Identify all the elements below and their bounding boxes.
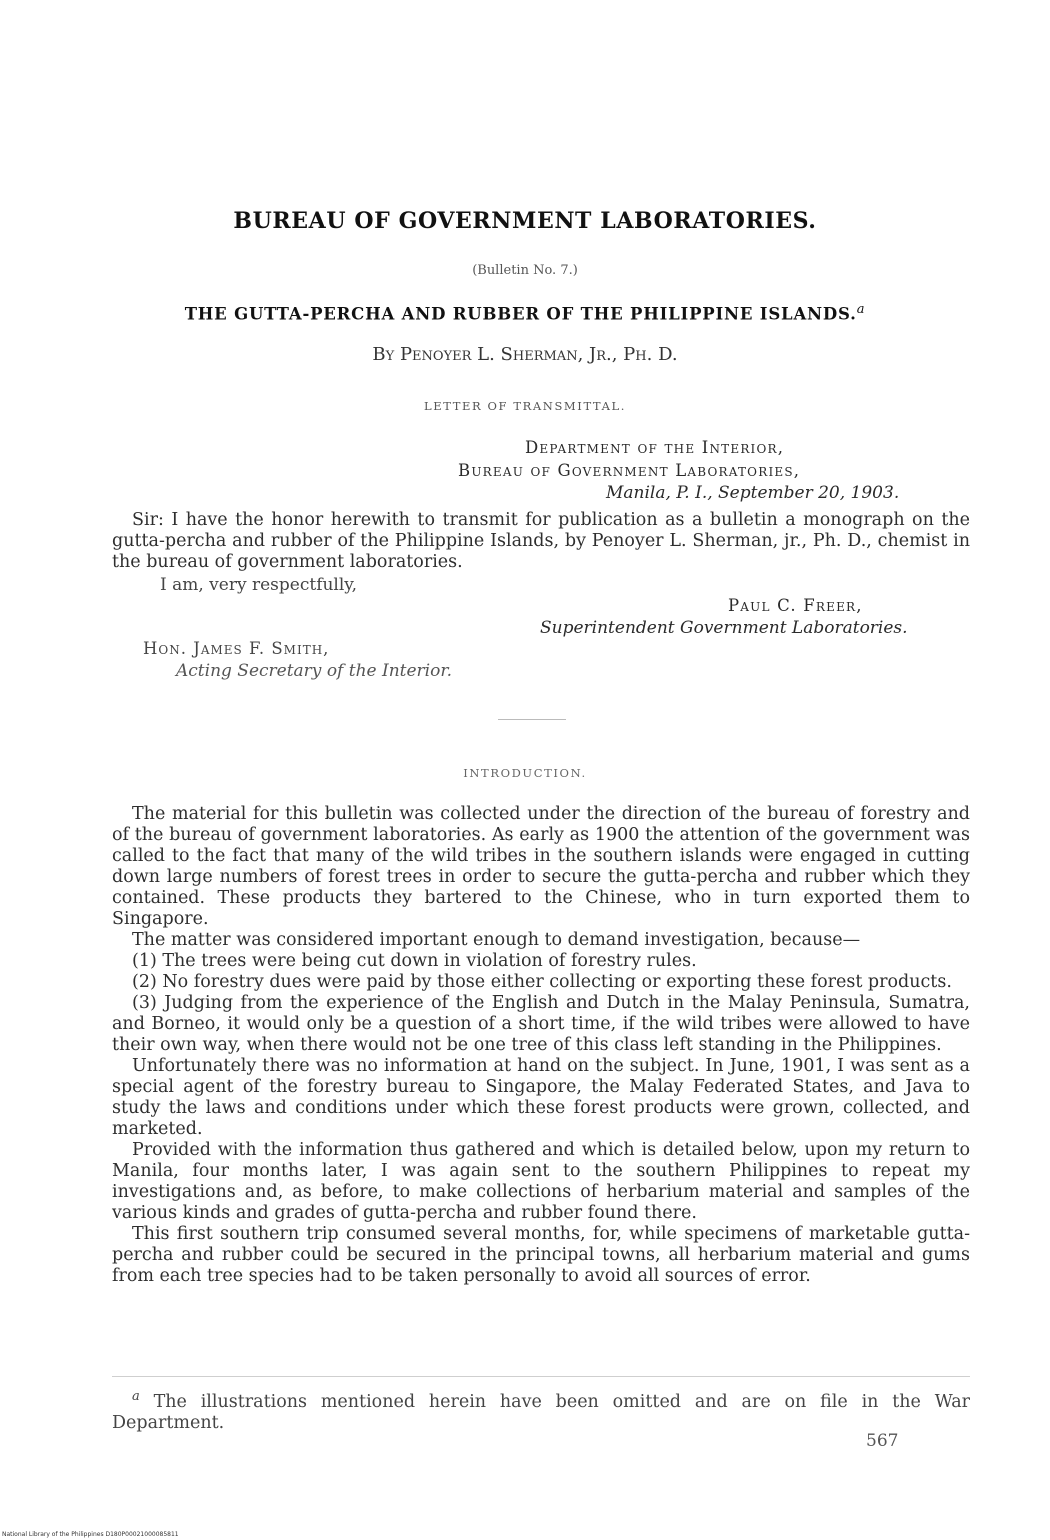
intro-paragraph: The material for this bulletin was collected under the direction of the bureau of forestry and of the bureau of government laboratories. As early as 1900 the attention of the government was called to the fact that many of the wild tribes in the southern islands were engaged in cutting down large numbers of forest trees in order to secure the gutta-percha and rubber which they contained. These products they bartered to the Chinese, who in turn exported them to Singapore. — [112, 804, 970, 929]
introduction-body — [112, 804, 970, 1287]
article-title-text: THE GUTTA-PERCHA AND RUBBER OF THE PHILIPPINE ISLANDS. — [184, 304, 857, 324]
letter-closing: I am, very respectfully, — [160, 575, 358, 595]
intro-paragraph: The matter was considered important enough to demand investigation, because— — [132, 930, 861, 950]
addressee-name: Hon. James F. Smith, — [143, 639, 330, 658]
intro-paragraph: (2) No forestry dues were paid by those either collecting or exporting these forest products. — [132, 972, 952, 992]
section-divider — [498, 719, 566, 720]
footnote-text: The illustrations mentioned herein have been omitted and are on file in the War Department. — [112, 1391, 970, 1433]
introduction-heading: INTRODUCTION. — [463, 766, 587, 780]
title-footnote-marker: a — [856, 302, 866, 317]
library-credit: National Library of the Philippines D180P00021000085811 — [2, 1531, 179, 1538]
footnote-rule — [112, 1376, 970, 1377]
letter-date: Manila, P. I., September 20, 1903. — [606, 483, 900, 503]
footnote-marker: a — [132, 1389, 140, 1404]
article-title — [0, 302, 1050, 324]
letter-heading: LETTER OF TRANSMITTAL. — [424, 399, 626, 413]
signature-name: Paul C. Freer, — [728, 596, 863, 615]
intro-paragraph: (3) Judging from the experience of the English and Dutch in the Malay Peninsula, Sumatra, and Borneo, it would only be a question of a short time, if the wild tribes were allowed to have their own way, when there would not be one tree of this class left standing in the Philippines. — [112, 993, 970, 1055]
signature-title: Superintendent Government Laboratories. — [540, 618, 908, 638]
footnote — [112, 1386, 970, 1434]
page-number: 567 — [866, 1431, 899, 1451]
intro-paragraph: Unfortunately there was no information at hand on the subject. In June, 1901, I was sent as a special agent of the forestry bureau to Singapore, the Malay Federated States, and Java to study the laws and conditions under which these forest products were grown, collected, and marketed. — [112, 1056, 970, 1139]
intro-paragraph: (1) The trees were being cut down in violation of forestry rules. — [132, 951, 697, 971]
intro-paragraph: Provided with the information thus gathered and which is detailed below, upon my return to Manila, four months later, I was again sent to the southern Philippines to repeat my investigations and, as before, to make collections of herbarium material and samples of the various kinds and grades of gutta-percha and rubber found there. — [112, 1140, 970, 1223]
intro-paragraph: This first southern trip consumed several months, for, while specimens of marketable gutta-percha and rubber could be secured in the principal towns, all herbarium material and gums from each tree species had to be taken personally to avoid all sources of error. — [112, 1224, 970, 1286]
addressee-title: Acting Secretary of the Interior. — [176, 661, 453, 681]
author-byline: By Penoyer L. Sherman, Jr., Ph. D. — [372, 344, 678, 365]
bureau-title: BUREAU OF GOVERNMENT LABORATORIES. — [233, 208, 817, 234]
letter-body: Sir: I have the honor herewith to transmit for publication as a bulletin a monograph on the gutta-percha and rubber of the Philippine Islands, by Penoyer L. Sherman, jr., Ph. D., chemist in the bureau of government laboratories. — [112, 510, 970, 572]
dept-line-2: Bureau of Government Laboratories, — [458, 461, 801, 480]
dept-line-1: Department of the Interior, — [525, 438, 785, 457]
bulletin-number: (Bulletin No. 7.) — [472, 263, 578, 278]
